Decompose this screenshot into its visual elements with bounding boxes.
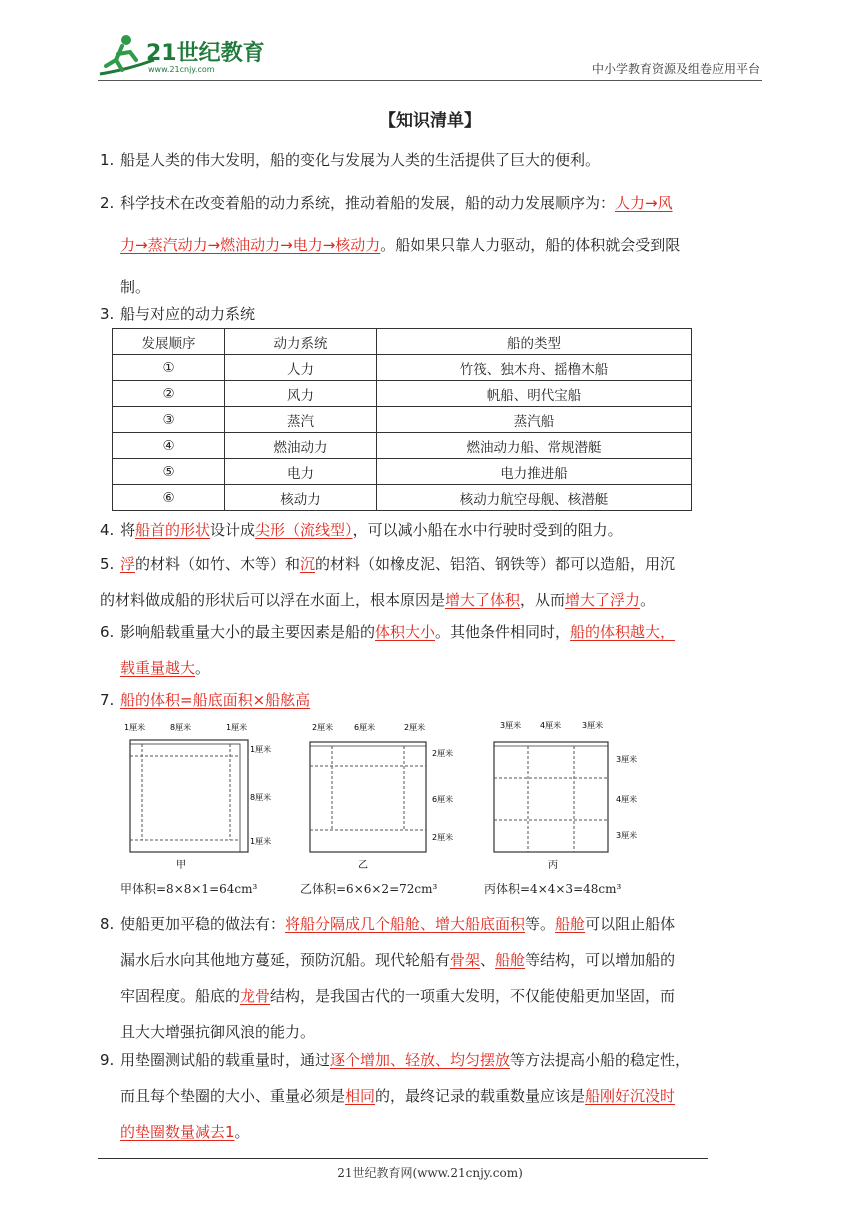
table-row: ⑥ 核动力 核动力航空母舰、核潜艇 — [113, 485, 692, 511]
table-row: ① 人力 竹筏、独木舟、摇橹木船 — [113, 355, 692, 381]
fig-label: 6厘米 — [432, 795, 454, 804]
site-logo — [96, 30, 276, 78]
fig-name: 丙 — [548, 860, 558, 871]
footer-divider — [98, 1158, 708, 1159]
figure-bing — [494, 720, 637, 871]
table-header: 动力系统 — [225, 329, 377, 355]
list-item-8: 8. 使船更加平稳的做法有：将船分隔成几个船舱、增大船底面积等。船舱可以阻止船体 漏水后水向其他地方蔓延，预防沉船。现代轮船有骨架、船舱等结构，可以增加船的 牢固程度。船底的龙骨结构，是我国古代的一项重大发明，不仅能使船更加坚固，而 且大大增强抗御风浪的能力。 — [100, 915, 676, 1041]
fig-label: 1厘米 — [250, 837, 272, 846]
fig-label: 1厘米 — [226, 723, 248, 732]
fig-label: 1厘米 — [250, 745, 272, 754]
list-item-1: 1. 船是人类的伟大发明，船的变化与发展为人类的生活提供了巨大的便利。 — [100, 151, 601, 169]
list-item-7: 7. 船的体积=船底面积×船舷高 — [100, 691, 311, 709]
fig-label: 2厘米 — [432, 749, 454, 758]
power-system-table — [112, 328, 692, 511]
boat-volume-figures — [108, 716, 668, 876]
figure-jia — [124, 722, 271, 871]
page-title: 【知识清单】 — [379, 111, 481, 131]
table-header: 船的类型 — [377, 329, 692, 355]
formula-yi: 乙体积=6×6×2=72cm³ — [300, 882, 438, 896]
table-row: ② 风力 帆船、明代宝船 — [113, 381, 692, 407]
formula-jia: 甲体积=8×8×1=64cm³ — [120, 882, 258, 896]
table-row: ⑤ 电力 电力推进船 — [113, 459, 692, 485]
list-item-6: 6. 影响船载重量大小的最主要因素是船的体积大小。其他条件相同时，船的体积越大， 载重量越大。 — [100, 623, 676, 677]
fig-label: 4厘米 — [540, 721, 562, 730]
logo-url: www.21cnjy.com — [148, 65, 215, 74]
fig-label: 3厘米 — [500, 721, 522, 730]
page-footer: 21世纪教育网(www.21cnjy.com) — [337, 1166, 523, 1180]
formula-bing: 丙体积=4×4×3=48cm³ — [484, 882, 622, 896]
fig-label: 8厘米 — [170, 723, 192, 732]
fig-label: 3厘米 — [616, 755, 638, 764]
table-header-row — [113, 329, 692, 355]
list-item-4: 4. 将船首的形状设计成尖形（流线型），可以减小船在水中行驶时受到的阻力。 — [100, 521, 623, 539]
list-item-5: 5. 浮的材料（如竹、木等）和沉的材料（如橡皮泥、铝箔、钢铁等）都可以造船，用沉 的材料做成船的形状后可以浮在水面上，根本原因是增大了体积，从而增大了浮力。 — [100, 555, 676, 609]
table-header: 发展顺序 — [113, 329, 225, 355]
fig-label: 2厘米 — [432, 833, 454, 842]
fig-label: 8厘米 — [250, 793, 272, 802]
header-divider — [98, 80, 762, 81]
table-row: ④ 燃油动力 燃油动力船、常规潜艇 — [113, 433, 692, 459]
fig-label: 2厘米 — [404, 723, 426, 732]
fig-name: 乙 — [358, 860, 368, 871]
list-item-9: 9. 用垫圈测试船的载重量时，通过逐个增加、轻放、均匀摆放等方法提高小船的稳定性， 而且每个垫圈的大小、重量必须是相同的，最终记录的载重数量应该是船刚好沉没时 的垫圈数量减去1。 — [100, 1051, 691, 1141]
fig-label: 4厘米 — [616, 795, 638, 804]
figure-yi — [310, 722, 453, 871]
logo-text: 21世纪教育 — [146, 41, 265, 66]
fig-label: 3厘米 — [582, 721, 604, 730]
table-row: ③ 蒸汽 蒸汽船 — [113, 407, 692, 433]
list-item-3: 3. 船与对应的动力系统 — [100, 305, 256, 323]
platform-name: 中小学教育资源及组卷应用平台 — [591, 62, 760, 76]
fig-label: 2厘米 — [312, 723, 334, 732]
fig-name: 甲 — [176, 860, 186, 871]
list-item-2: 2. 科学技术在改变着船的动力系统，推动着船的发展，船的动力发展顺序为：人力→风 力→蒸汽动力→燃油动力→电力→核动力。船如果只靠人力驱动，船的体积就会受到限 制。 — [100, 194, 681, 296]
fig-label: 3厘米 — [616, 831, 638, 840]
fig-label: 6厘米 — [354, 723, 376, 732]
fig-label: 1厘米 — [124, 723, 146, 732]
